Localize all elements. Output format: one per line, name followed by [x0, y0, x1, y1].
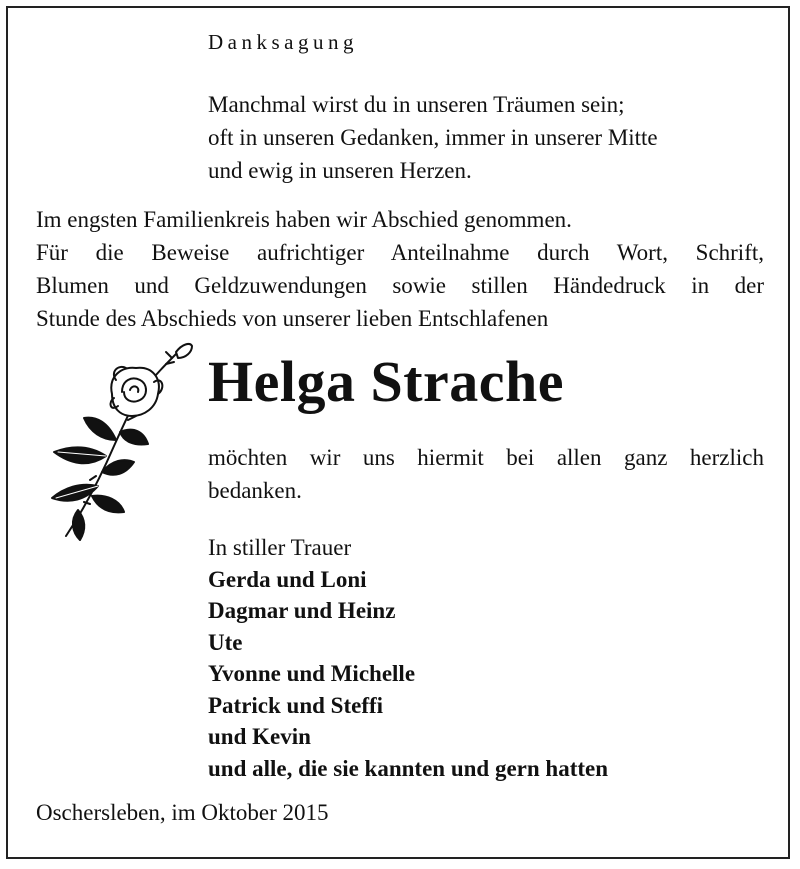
thanks-line: möchten wir uns hiermit bei allen ganz herzlich: [208, 445, 764, 470]
paragraph-line: Im engsten Familienkreis haben wir Abschied genommen.: [36, 207, 572, 232]
mourners-block: [208, 532, 608, 784]
place-date: Oschersleben, im Oktober 2015: [36, 800, 329, 825]
paragraph-line: Blumen und Geldzuwendungen sowie stillen Händedruck in der: [36, 273, 764, 298]
mourner-name: Ute: [208, 629, 243, 655]
rose-icon: [36, 336, 196, 546]
thanks-text: [208, 441, 764, 507]
intro-paragraph: [36, 203, 764, 335]
thanks-line: bedanken.: [208, 478, 302, 503]
paragraph-line: Für die Beweise aufrichtiger Anteilnahme durch Wort, Schrift,: [36, 240, 764, 265]
deceased-name: Helga Strache: [208, 349, 565, 414]
mourner-name: und alle, die sie kannten und gern hatten: [208, 755, 609, 781]
mourning-intro: In stiller Trauer: [208, 535, 352, 560]
mourner-name: Yvonne und Michelle: [208, 661, 416, 686]
paragraph-line: Stunde des Abschieds von unserer lieben Entschlafenen: [36, 306, 549, 331]
mourner-name: Patrick und Steffi: [208, 692, 384, 718]
mourner-name: Gerda und Loni: [208, 566, 367, 592]
notice-heading: Danksagung: [208, 30, 358, 54]
mourner-name: Dagmar und Heinz: [208, 598, 396, 623]
poem-line: Manchmal wirst du in unseren Träumen sein;: [208, 92, 625, 117]
poem-line: oft in unseren Gedanken, immer in unserer Mitte: [208, 125, 658, 150]
poem-line: und ewig in unseren Herzen.: [208, 158, 472, 183]
mourner-name: und Kevin: [208, 724, 311, 749]
poem: [208, 88, 658, 187]
